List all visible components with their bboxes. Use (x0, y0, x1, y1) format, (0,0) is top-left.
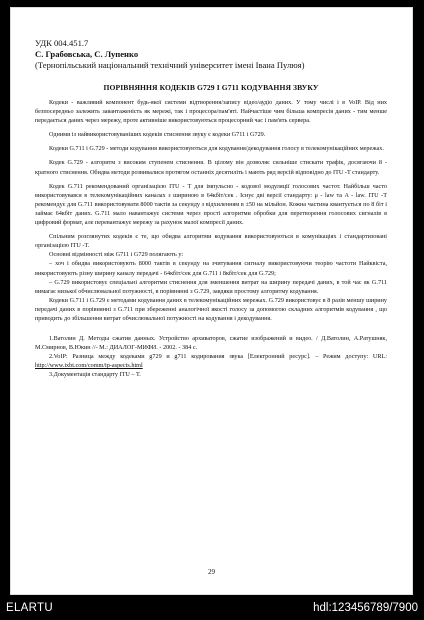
affiliation: (Тернопільський національний технічний університет імені Івана Пулюя) (35, 60, 305, 70)
repository-name: ELARTU (6, 602, 53, 614)
authors: С. Грабовська, С. Лупенко (35, 49, 139, 59)
paragraph-4: Кодек G.729 - алгоритм з високим ступенем стиснення. В цілому він дозволяє сильніше стискати трафік, досягаючи 8 - кратного стиснення. Обидва методи розвивалися протягом останніх десятиліть і мають ряд версій відповідно до ITU -T стандарту. (35, 159, 387, 176)
paragraph-conclusion: Кодеки G.711 і G.729 є методами кодування даних в телекомунікаційних мережах. G.729 використовує в 8 разів меншу ширину передачі даних в порівнянні з G.711 при збереженні аналогічної якості голосу за допомогою складних алгоритмів кодування , що приводить до збільшення витрат обчислювальної потужності на кодування і декодування. (35, 296, 387, 322)
reference-2-text: 2.VoIP: Разница между кодеками g729 и g711 кодирования звука [Електронний ресурс]. – Режим доступу: URL: (49, 353, 387, 361)
handle-id: hdl:123456789/7900 (313, 602, 418, 614)
list-item-1: – хоч і обидва використовують 8000 тактів в секунду на зчитування сигналу використовуючи теорію частоти Найквіста, використовують різну ширину каналу передачі - 64кбіт/сек для G.711 і 8кбіт/сек для G.729; (35, 260, 387, 277)
paragraph-2: Одними із найвикористовуваніших кодеків стиснення звуку є кодеки G711 і G729. (49, 131, 266, 139)
document-page (11, 8, 412, 594)
paragraph-5: Кодек G.711 рекомендований організацією ITU - T для імпульсно - кодової модуляції голосових частот. Найбільш часто використовувався в телекомунікаційних каналах з шириною в 64кбіт/сек . Існує дві версії стандарту: μ - law та A - law. ITU -T рекомендує для G.711 використовувати 8000 тактів за секунду з відхиленням в ±50 на мільйон. Кожна частина квантується по 8 біт і займає 64кбіт даних. G.711 мало навантажує системи через прості алгоритми обробки для перетворення голосових сигналів в цифровий формат, але перевантажує мережу за рахунок малої компресії даних. (35, 182, 387, 227)
paragraph-7: Основні відмінності між G711 і G729 полягають у: (49, 251, 184, 259)
udc-code: УДК 004.451.7 (35, 38, 89, 48)
reference-2-link[interactable]: http://www.ixbt.com/comm/ip-aspects.html (35, 362, 143, 370)
list-item-2: – G.729 використовує спеціальні алгоритми стиснення для зменшення витрат на ширину передачі даних, в той час як G.711 вимагає низької обчислювальної потужності, в порівнянні з G.729, завдяки простому алгоритму кодування. (35, 278, 387, 295)
reference-2 (35, 352, 387, 370)
reference-3: 3.Документація стандарту ITU – T. (49, 371, 141, 379)
page-number: 29 (208, 568, 215, 576)
paragraph-1: Кодеки - важливий компонент будь-якої системи відтворення/запису відео/аудіо даних. У тому числі і в VoIP. Від них безпосередньо залежить завантаженість як мережі, так і процесора/пам'яті. Найчастіше чим більша компресія даних - тим менше передається даних через мережу, проте активніше використовуються процесорний час і пам'ять сервера. (35, 99, 387, 125)
footer-bar (0, 597, 424, 620)
paragraph-6: Спільним розглянутих кодеків є те, що обидва алгоритми кодування використовуються в комунікаціях і стандартизовані організацією ITU -T. (35, 233, 387, 250)
paragraph-3: Кодеки G.711 і G.729 - методи кодування використовуються для кодування/декодування голосу в телекомунікаційних мережах. (49, 145, 384, 153)
article-title: ПОРІВНЯННЯ КОДЕКІВ G729 І G711 КОДУВАННЯ ЗВУКУ (103, 83, 319, 92)
references (35, 334, 387, 379)
reference-1: 1.Ватолин Д. Методы сжатия данных. Устройство архиваторов, сжатие изображений и видео. / Д.Ватолин, А.Ратушняк, М.Смирнов, В.Юкин //- М.: ДИАЛОГ-МИФИ. - 2002. - 384 с. (35, 335, 387, 352)
page-content (35, 38, 387, 380)
